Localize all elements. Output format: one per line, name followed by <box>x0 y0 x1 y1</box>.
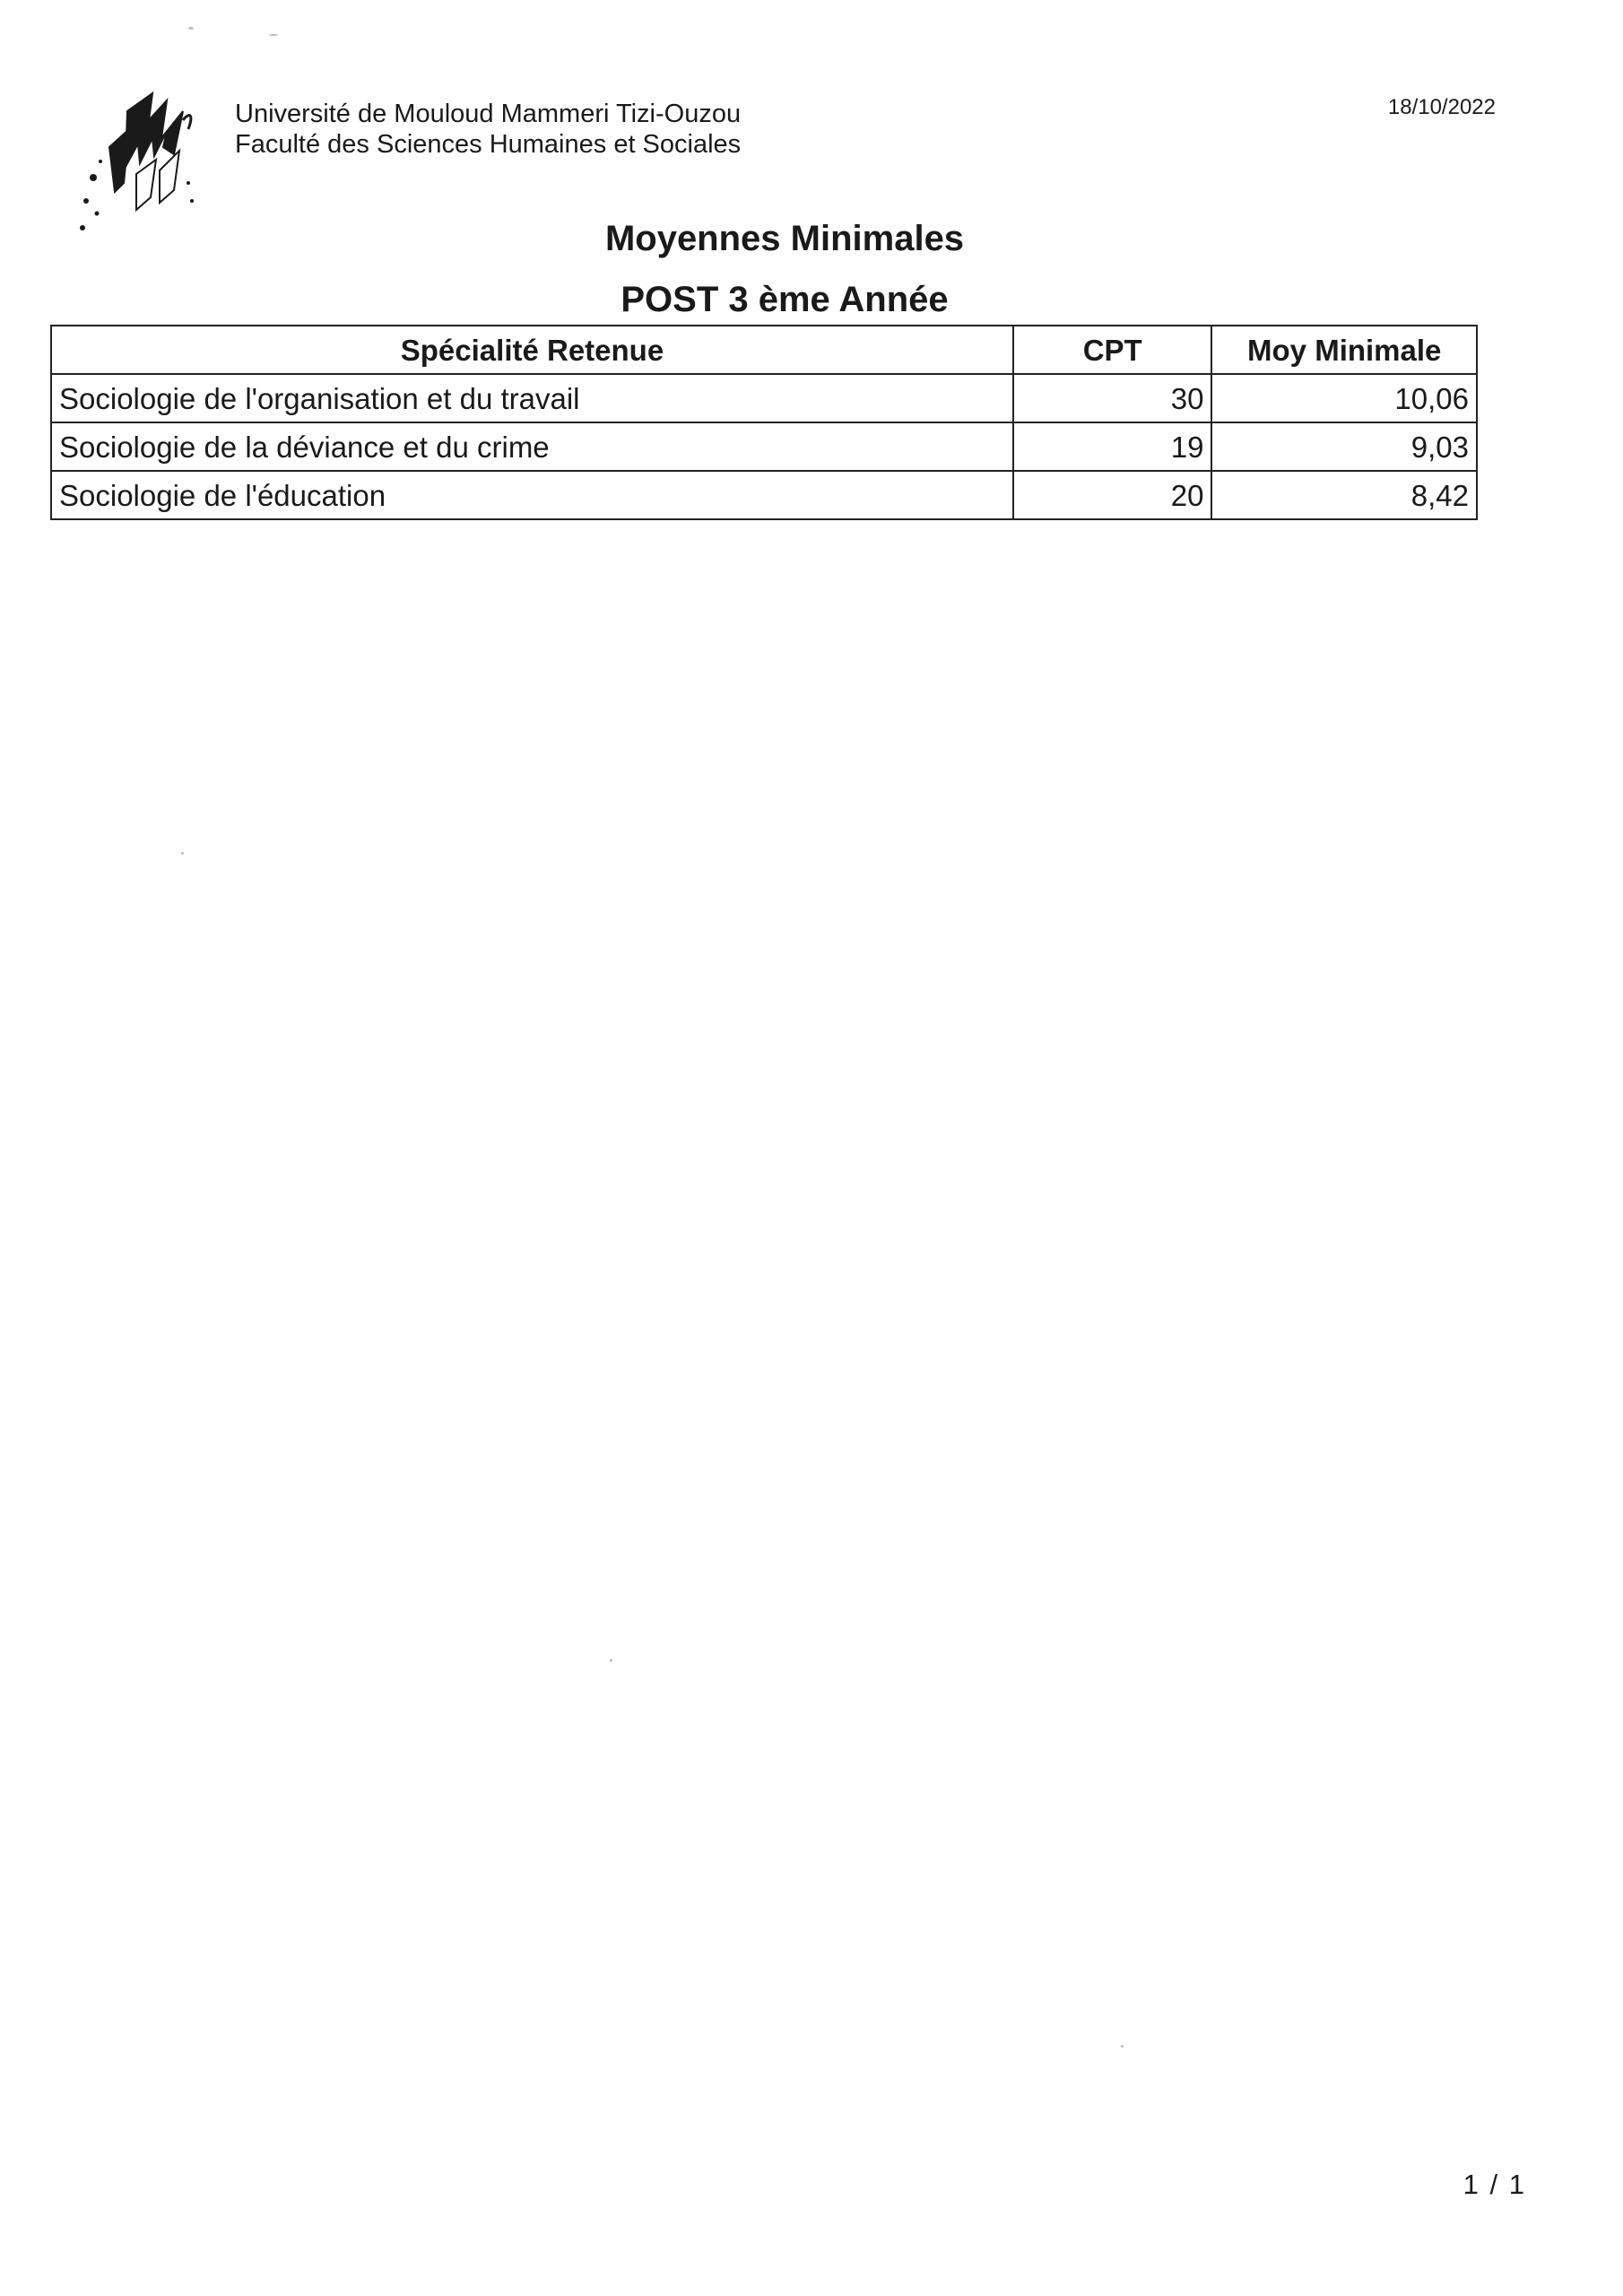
cell-moy: 10,06 <box>1211 374 1477 422</box>
scan-speck <box>1121 2045 1124 2048</box>
scan-speck <box>188 27 194 30</box>
document-date: 18/10/2022 <box>1387 95 1496 119</box>
university-name: Université de Mouloud Mammeri Tizi-Ouzou <box>235 100 742 128</box>
scan-speck <box>181 852 184 855</box>
table-row <box>51 422 1477 471</box>
cell-cpt: 19 <box>1013 422 1212 471</box>
table-row <box>51 374 1477 422</box>
page-title: Moyennes Minimales <box>604 219 965 258</box>
cell-specialite: Sociologie de l'éducation <box>51 471 1013 519</box>
scan-speck <box>269 34 278 36</box>
column-header-specialite: Spécialité Retenue <box>51 326 1013 374</box>
university-emblem-icon <box>74 84 208 237</box>
table-row <box>51 471 1477 519</box>
cell-cpt: 20 <box>1013 471 1212 519</box>
table-header-row <box>51 326 1477 374</box>
cell-moy: 9,03 <box>1211 422 1477 471</box>
faculty-name: Faculté des Sciences Humaines et Sociales <box>235 130 742 159</box>
minimum-averages-table <box>50 325 1478 520</box>
cell-moy: 8,42 <box>1211 471 1477 519</box>
page-subtitle: POST 3 ème Année <box>621 280 949 319</box>
scan-speck <box>610 1659 612 1662</box>
cell-specialite: Sociologie de la déviance et du crime <box>51 422 1013 471</box>
page-number: 1 / 1 <box>1462 2169 1526 2200</box>
column-header-cpt: CPT <box>1013 326 1212 374</box>
cell-cpt: 30 <box>1013 374 1212 422</box>
column-header-moy-minimale: Moy Minimale <box>1211 326 1477 374</box>
institution-block <box>235 99 741 160</box>
cell-specialite: Sociologie de l'organisation et du travail <box>51 374 1013 422</box>
